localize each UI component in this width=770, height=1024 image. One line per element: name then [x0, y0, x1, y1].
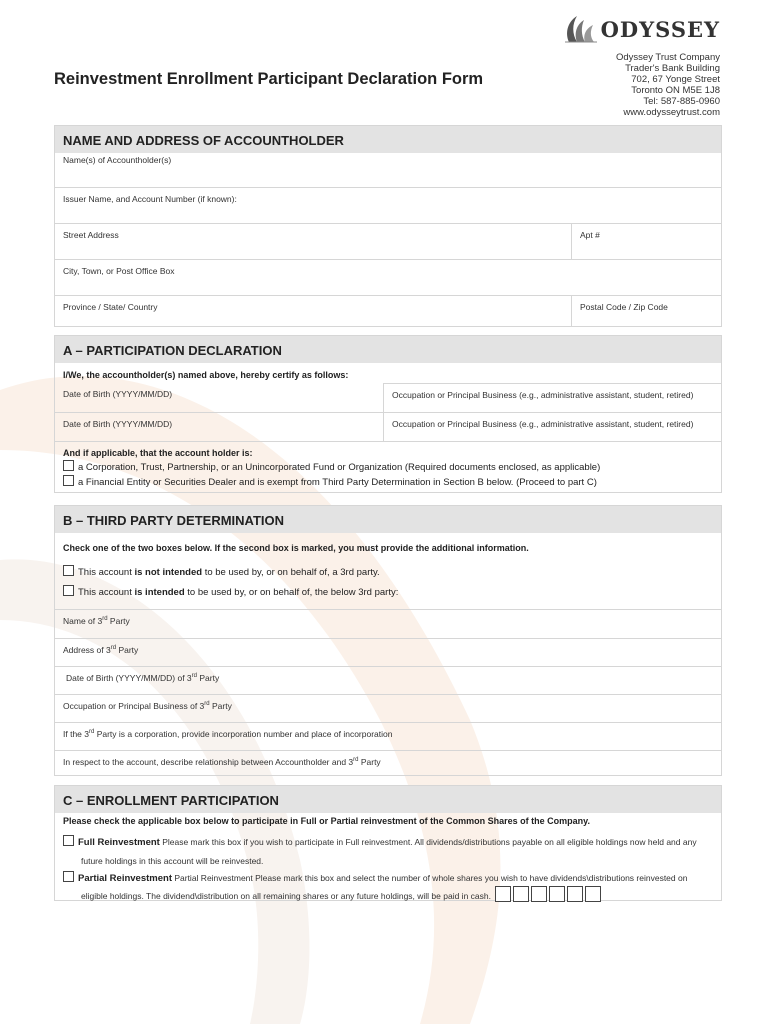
field-label: Date of Birth (YYYY/MM/DD) — [63, 389, 173, 399]
company-logo — [563, 14, 720, 44]
company-line: Trader's Bank Building — [625, 63, 720, 74]
instruction-text: Please check the applicable box below to participate in Full or Partial reinvestment of the Common Shares of the Company. — [63, 816, 590, 826]
if-applicable-text: And if applicable, that the account holder is: — [63, 448, 253, 458]
third-party-relationship-field[interactable] — [55, 750, 721, 775]
field-label: Address of 3rd Party — [63, 645, 139, 655]
occupation-field-1[interactable] — [383, 383, 721, 412]
intended-checkbox[interactable] — [63, 585, 74, 596]
field-label: Occupation or Principal Business (e.g., administrative assistant, student, retired) — [392, 419, 694, 429]
share-digit-box[interactable] — [531, 886, 547, 902]
apt-field[interactable] — [571, 224, 721, 259]
company-address — [616, 52, 720, 118]
company-line: 702, 67 Yonge Street — [631, 74, 720, 85]
option-title: Partial Reinvestment — [78, 873, 172, 884]
third-party-name-field[interactable] — [55, 609, 721, 638]
province-field[interactable] — [55, 295, 721, 326]
full-reinvestment-option[interactable] — [63, 833, 697, 870]
option-text: future holdings in this account will be reinvested. — [81, 856, 264, 866]
company-line: www.odysseytrust.com — [623, 107, 720, 118]
third-party-occupation-field[interactable] — [55, 694, 721, 722]
field-label: If the 3rd Party is a corporation, provide incorporation number and place of incorporation — [63, 729, 393, 739]
logo-text: ODYSSEY — [600, 16, 720, 42]
option-label: a Financial Entity or Securities Dealer and is exempt from Third Party Determination in Section B below. (Proceed to part C) — [78, 477, 597, 488]
third-party-dob-field[interactable] — [55, 666, 721, 694]
not-intended-checkbox[interactable] — [63, 565, 74, 576]
full-reinvestment-checkbox[interactable] — [63, 835, 74, 846]
field-label: Occupation or Principal Business of 3rd Party — [63, 701, 232, 711]
third-party-corporation-field[interactable] — [55, 722, 721, 750]
option-financial-entity[interactable] — [63, 475, 600, 490]
share-digit-box[interactable] — [567, 886, 583, 902]
applicable-row — [55, 441, 721, 494]
option-corporation[interactable] — [63, 460, 600, 475]
certify-row — [55, 363, 721, 383]
option-title: Full Reinvestment — [78, 837, 160, 848]
field-label: In respect to the account, describe relationship between Accountholder and 3rd Party — [63, 757, 381, 767]
field-label: Street Address — [63, 230, 119, 240]
option-text: to be used by, or on behalf of, a 3rd party. — [202, 567, 380, 578]
street-address-field[interactable] — [55, 223, 721, 259]
certify-text: I/We, the accountholder(s) named above, hereby certify as follows: — [63, 370, 349, 380]
section-third-party — [54, 505, 722, 776]
odyssey-logo-icon — [563, 14, 597, 44]
option-text: Partial Reinvestment Please mark this box and select the number of whole shares you wish to have dividends\distributions reinvested on — [171, 873, 688, 883]
option-text: This account — [78, 587, 135, 598]
section-name-address — [54, 125, 722, 327]
share-count-boxes[interactable] — [495, 886, 603, 902]
city-field[interactable] — [55, 259, 721, 295]
option-label: a Corporation, Trust, Partnership, or an Unincorporated Fund or Organization (Required documents enclosed, as applicable) — [78, 462, 601, 473]
option-emphasis: is not intended — [134, 567, 203, 578]
occupation-field-2[interactable] — [383, 413, 721, 441]
section-participation-declaration — [54, 335, 722, 493]
company-line: Toronto ON M5E 1J8 — [631, 85, 720, 96]
section-title: C – ENROLLMENT PARTICIPATION — [55, 786, 721, 813]
option-emphasis: is intended — [134, 587, 185, 598]
company-line: Odyssey Trust Company — [615, 52, 720, 63]
field-label: Occupation or Principal Business (e.g., administrative assistant, student, retired) — [392, 390, 694, 400]
third-party-options — [55, 533, 721, 609]
instruction-text: Check one of the two boxes below. If the second box is marked, you must provide the additional information. — [63, 543, 529, 553]
partial-reinvestment-option[interactable] — [63, 869, 687, 905]
form-title: Reinvestment Enrollment Participant Declaration Form — [54, 70, 484, 88]
field-label: Date of Birth (YYYY/MM/DD) — [63, 419, 173, 429]
share-digit-box[interactable] — [513, 886, 529, 902]
option-text: to be used by, or on behalf of, the below 3rd party: — [184, 587, 399, 598]
third-party-address-field[interactable] — [55, 638, 721, 666]
option-text: This account — [78, 567, 135, 578]
share-digit-box[interactable] — [585, 886, 601, 902]
corporation-checkbox[interactable] — [63, 460, 74, 471]
option-text: Please mark this box if you wish to participate in Full reinvestment. All dividends/distributions payable on all eligible holdings now held and any — [159, 837, 697, 847]
section-title: A – PARTICIPATION DECLARATION — [55, 336, 721, 363]
dob-row-1[interactable] — [55, 383, 721, 412]
partial-reinvestment-checkbox[interactable] — [63, 871, 74, 882]
postal-code-field[interactable] — [571, 296, 721, 326]
company-line: Tel: 587-885-0960 — [643, 96, 720, 107]
share-digit-box[interactable] — [495, 886, 511, 902]
financial-entity-checkbox[interactable] — [63, 475, 74, 486]
field-label: Name of 3rd Party — [63, 616, 130, 626]
field-label: Issuer Name, and Account Number (if known): — [63, 194, 237, 204]
accountholder-names-field[interactable] — [55, 153, 721, 187]
field-label: Apt # — [580, 230, 600, 240]
field-label: Name(s) of Accountholder(s) — [63, 155, 172, 165]
section-title: NAME AND ADDRESS OF ACCOUNTHOLDER — [55, 126, 721, 153]
field-label: Postal Code / Zip Code — [580, 302, 668, 312]
section-enrollment-participation — [54, 785, 722, 901]
issuer-account-field[interactable] — [55, 187, 721, 223]
option-intended[interactable] — [63, 585, 398, 598]
section-title: B – THIRD PARTY DETERMINATION — [55, 506, 721, 533]
field-label: City, Town, or Post Office Box — [63, 266, 175, 276]
field-label: Province / State/ Country — [63, 302, 158, 312]
dob-row-2[interactable] — [55, 412, 721, 441]
share-digit-box[interactable] — [549, 886, 565, 902]
option-text: eligible holdings. The dividend\distribution on all remaining shares or any future holdings, will be paid in cash. — [81, 891, 491, 901]
field-label: Date of Birth (YYYY/MM/DD) of 3rd Party — [66, 673, 220, 683]
option-not-intended[interactable] — [63, 565, 380, 578]
